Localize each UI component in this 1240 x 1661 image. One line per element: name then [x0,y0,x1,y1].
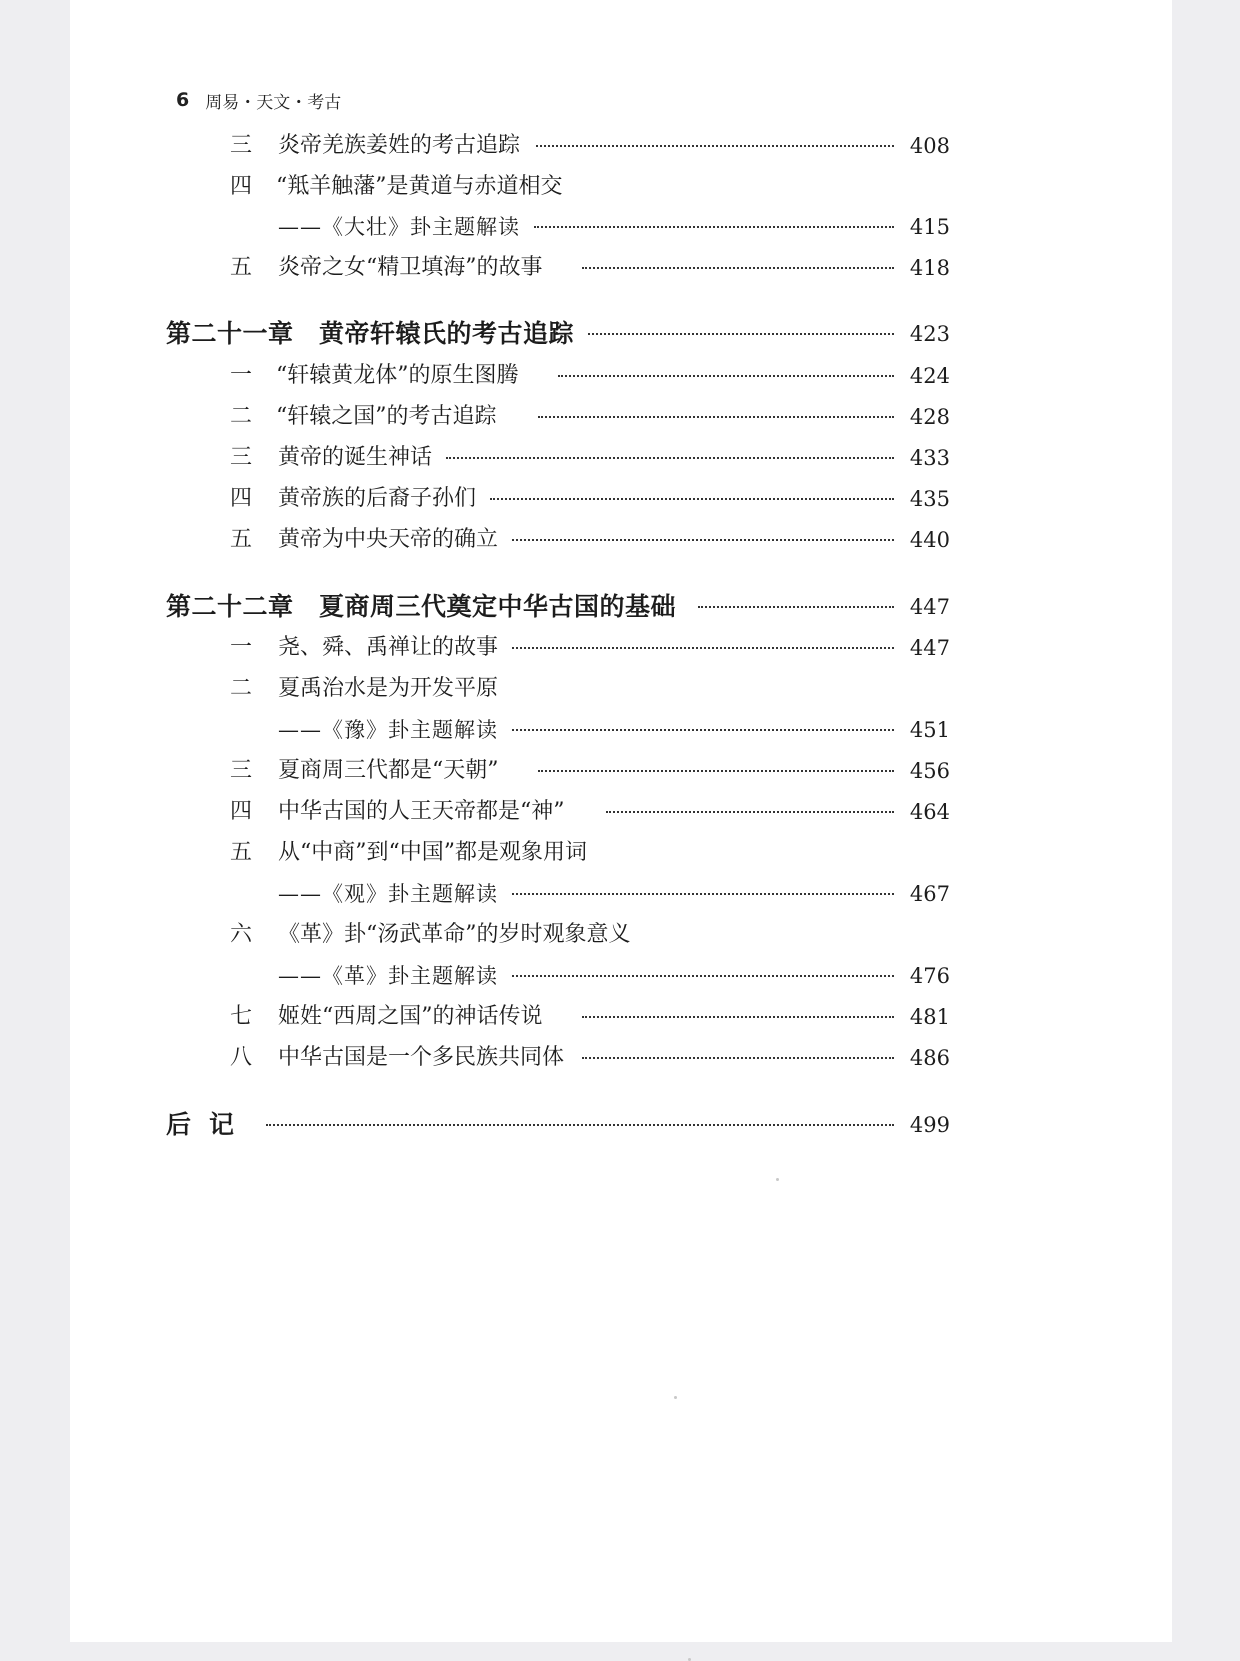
scan-speck [776,1178,779,1181]
toc-entry[interactable] [70,920,1172,950]
dot-leader [534,226,894,228]
page-ref: 456 [909,759,950,783]
toc-entry[interactable] [70,1043,1172,1073]
section-number: 二 [230,676,253,701]
section-number: 二 [230,404,253,429]
section-title: 黄帝族的后裔子孙们 [278,486,477,511]
toc-chapter[interactable] [70,592,1172,622]
section-title: 中华古国的人王天帝都是“神” [278,799,565,824]
section-title: 尧、舜、禹禅让的故事 [278,635,499,660]
dot-leader [512,539,894,541]
section-number: 七 [230,1004,253,1029]
dot-leader [588,333,894,335]
toc-entry[interactable] [70,756,1172,786]
page-ref: 467 [909,882,950,906]
toc-entry[interactable] [70,402,1172,432]
toc-entry[interactable] [70,674,1172,704]
section-title: 炎帝之女“精卫填海”的故事 [278,255,543,280]
page-ref: 464 [909,800,950,824]
section-title: “羝羊触藩”是黄道与赤道相交 [276,174,563,199]
section-number: 三 [230,445,253,470]
section-number: 四 [230,486,253,511]
section-subtitle: ——《观》卦主题解读 [278,882,498,906]
section-title: “轩辕黄龙体”的原生图腾 [276,363,519,388]
section-number: 五 [230,527,253,552]
section-number: 八 [230,1045,253,1070]
section-number: 一 [230,635,253,660]
section-title: “轩辕之国”的考古追踪 [276,404,497,429]
page-ref: 440 [909,528,950,552]
toc-entry[interactable] [70,797,1172,827]
section-title: 从“中商”到“中国”都是观象用词 [278,840,587,865]
page-ref: 433 [909,446,950,470]
section-number: 三 [230,133,253,158]
dot-leader [582,1057,894,1059]
page-ref: 424 [909,364,950,388]
toc-chapter[interactable] [70,319,1172,349]
dot-leader [512,975,894,977]
toc-entry[interactable] [70,361,1172,391]
dot-leader [490,498,894,500]
section-subtitle: ——《大壮》卦主题解读 [278,215,520,239]
dot-leader [512,729,894,731]
page-ref: 447 [909,636,950,660]
page-number: 6 [176,89,190,111]
dot-leader [558,375,894,377]
dot-leader [538,416,894,418]
dot-leader [582,1016,894,1018]
running-head [176,86,341,114]
toc-entry[interactable] [70,1002,1172,1032]
section-title: 夏商周三代都是“天朝” [278,758,499,783]
chapter-title: 第二十二章 夏商周三代奠定中华古国的基础 [166,592,677,621]
page-ref: 486 [909,1046,950,1070]
section-title: 炎帝羌族姜姓的考古追踪 [278,133,521,158]
page-ref: 499 [909,1113,950,1137]
page-ref: 423 [909,322,950,346]
toc-entry[interactable] [70,253,1172,283]
toc-entry[interactable] [70,633,1172,663]
page-ref: 408 [909,134,950,158]
toc-entry[interactable] [70,443,1172,473]
dot-leader [698,606,894,608]
toc-entry-subtitle[interactable] [70,715,1172,745]
page-ref: 428 [909,405,950,429]
page-ref: 435 [909,487,950,511]
section-title: 黄帝的诞生神话 [278,445,433,470]
chapter-title: 第二十一章 黄帝轩辕氏的考古追踪 [166,319,575,348]
section-title: 《革》卦“汤武革命”的岁时观象意义 [278,922,631,947]
page-ref: 476 [909,964,950,988]
section-number: 五 [230,255,253,280]
section-number: 四 [230,174,253,199]
dot-leader [446,457,894,459]
page-ref: 451 [909,718,950,742]
afterword-title: 后记 [166,1110,253,1139]
section-title: 姬姓“西周之国”的神话传说 [278,1004,543,1029]
dot-leader [582,267,894,269]
section-subtitle: ——《豫》卦主题解读 [278,718,498,742]
section-title: 夏禹治水是为开发平原 [278,676,499,701]
section-subtitle: ——《革》卦主题解读 [278,964,498,988]
section-number: 六 [230,922,253,947]
toc-entry-subtitle[interactable] [70,961,1172,991]
section-title: 中华古国是一个多民族共同体 [278,1045,565,1070]
dot-leader [538,770,894,772]
toc-entry[interactable] [70,172,1172,202]
toc-entry[interactable] [70,838,1172,868]
page-ref: 481 [909,1005,950,1029]
toc-entry-subtitle[interactable] [70,879,1172,909]
toc-entry[interactable] [70,484,1172,514]
page-ref: 447 [909,595,950,619]
toc-entry[interactable] [70,525,1172,555]
toc-entry-subtitle[interactable] [70,212,1172,242]
toc-afterword[interactable] [70,1110,1172,1140]
section-number: 四 [230,799,253,824]
toc-entry[interactable] [70,131,1172,161]
section-number: 五 [230,840,253,865]
section-title: 黄帝为中央天帝的确立 [278,527,499,552]
dot-leader [512,893,894,895]
book-title: 周易・天文・考古 [205,92,342,113]
page-ref: 415 [909,215,950,239]
dot-leader [536,145,894,147]
page-ref: 418 [909,256,950,280]
dot-leader [512,647,894,649]
dot-leader [266,1124,894,1126]
section-number: 三 [230,758,253,783]
section-number: 一 [230,363,253,388]
dot-leader [606,811,894,813]
book-page [70,0,1172,1642]
scan-speck [674,1396,677,1399]
